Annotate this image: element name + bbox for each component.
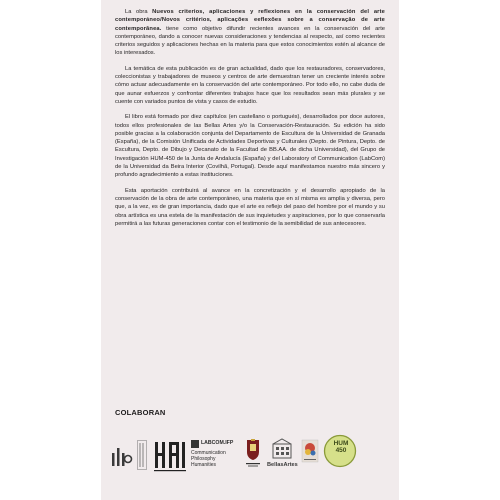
department-color-logo <box>301 438 319 468</box>
paragraph-2: La temática de esta publicación es de gran actualidad, dado que los restauradores, conservadores, coleccionistas y trabajadores de museos y centros de arte demuestran tener un creciente interés sobre cómo actuar adecuadamente en la conservación del arte contemporáneo. Por todo ello, no cabe duda de que aunar esfuerzos y confrontar diferentes trabajos hace que los resultados sean más plurales y se cuente con variados puntos de vista y casos de estudio. <box>115 65 385 105</box>
bellas-artes-building-icon <box>271 438 293 460</box>
paragraph-3: El libro está formado por diez capítulos (en castellano o portugués), desarrollados por doce autores, todos ellos profesionales de las Bellas Artes y/o la Conservación-Restauración. Su edición ha sido posible gracias a la colaboración conjunta del Departamento de Escultura de la Universidad de Granada (España), de la Comisión Unificada de Actividades Deportivas y Culturales (Depto. de Pintura, Depto. de Escultura, Depto. de Dibujo y Decanato de la Facultad de BB.AA. de dicha Universidad), del Grupo de Investigación HUM-450 de la Junta de Andalucía (España) y del Laboratory of Communication (LabCom) de la Universidad da Beira Interior (Covilhã, Portugal). Desde aquí manifestamos nuestro más sincero y profundo agradecimiento a estas instituciones. <box>115 114 385 179</box>
paragraph-1-rest: tiene como objetivo difundir recientes avances en la conservación del arte contemporáneo, dando a conocer nuevas consideraciones y tendencias al respecto, así como recientes criterios seguidos y aplicaciones hechas en la materia para que estos conocimientos estén al alcance de los interesados. <box>115 25 385 57</box>
labcom-line-1: Communication <box>191 450 226 456</box>
paragraph-1 <box>115 8 385 58</box>
paragraph-1-lead: La obra <box>125 9 153 15</box>
colaboran-heading: COLABORAN <box>115 408 166 417</box>
labcom-title: LABCOM.IFP <box>201 440 234 446</box>
university-beira-interior-logo <box>111 444 133 468</box>
labcom-line-2: Philosophy <box>191 456 216 462</box>
paragraph-4: Esta aportación contribuirá al avance en la concretización y el desarrollo apropiado de la conservación de la obra de arte contemporáneo, una materia que en sí misma es amplia y diversa, pero que, a la vez, es de gran importancia, dado que el arte es reflejo del paso del hombre por el mundo y su obra artística es una estela de la manifestación de sus inquietudes y aspiraciones, por lo que conservarla permitirá a las futuras generaciones contar con el testimonio de la semibilidad de sus antecesores. <box>115 187 385 227</box>
vertical-text-logo <box>137 440 147 470</box>
bellas-artes-label: BellasArtes <box>267 462 298 468</box>
faculty-monogram-logo <box>153 436 187 474</box>
synopsis-text <box>115 8 385 235</box>
hum-450-label: HUM 450 <box>333 440 349 454</box>
sponsor-logos <box>101 428 399 488</box>
labcom-icon <box>191 440 199 448</box>
book-back-cover <box>101 0 399 500</box>
labcom-line-3: Humanities <box>191 462 217 468</box>
book-title-bold: Nuevos criterios, aplicaciones y reflexiones en la conservación del arte contemporáneo/Novos critérios, aplicações eeflexões sobre a conservação de arte contemporânea. <box>115 9 385 32</box>
universidad-granada-crest <box>243 438 263 468</box>
